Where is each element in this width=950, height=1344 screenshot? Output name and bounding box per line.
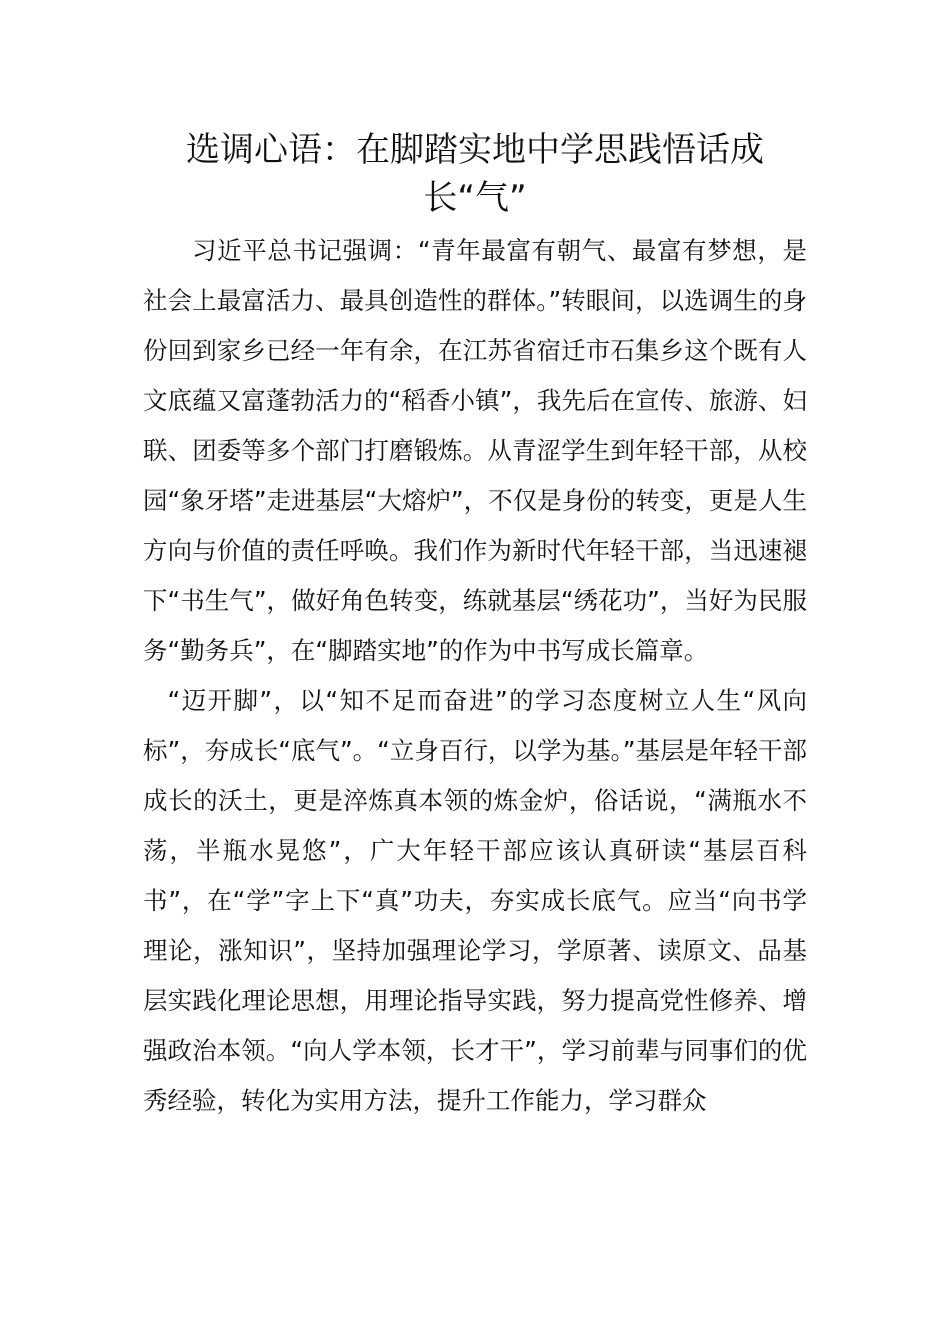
paragraph: 习近平总书记强调：“青年最富有朝气、最富有梦想，是社会上最富活力、最具创造性的群体。”转眼间，以选调生的身份回到家乡已经一年有余，在江苏省宿迁市石集乡这个既有人文底蕴又富蓬勃活力的“稻香小镇”，我先后在宣传、旅游、妇联、团委等多个部门打磨锻炼。从青涩学生到年轻干部，从校园“象牙塔”走进基层“大熔炉”，不仅是身份的转变，更是人生方向与价值的责任呼唤。我们作为新时代年轻干部，当迅速褪下“书生气”，做好角色转变，练就基层“绣花功”，当好为民服务“勤务兵”，在“脚踏实地”的作为中书写成长篇章。 — [143, 236, 807, 665]
document-title: 选调心语：在脚踏实地中学思践悟话成长“气” — [186, 130, 764, 218]
document-body — [143, 226, 807, 1126]
paragraph: “迈开脚”，以“知不足而奋进”的学习态度树立人生“风向标”，夯成长“底气”。“立身百行，以学为基。”基层是年轻干部成长的沃土，更是淬炼真本领的炼金炉，俗话说，“满瓶水不荡，半瓶水晃悠”，广大年轻干部应该认真研读“基层百科书”，在“学”字上下“真”功夫，夯实成长底气。应当“向书学理论，涨知识”，坚持加强理论学习，学原著、读原文、品基层实践化理论思想，用理论指导实践，努力提高党性修养、增强政治本领。“向人学本领，长才干”，学习前辈与同事们的优秀经验，转化为实用方法，提升工作能力，学习群众 — [143, 686, 807, 1115]
